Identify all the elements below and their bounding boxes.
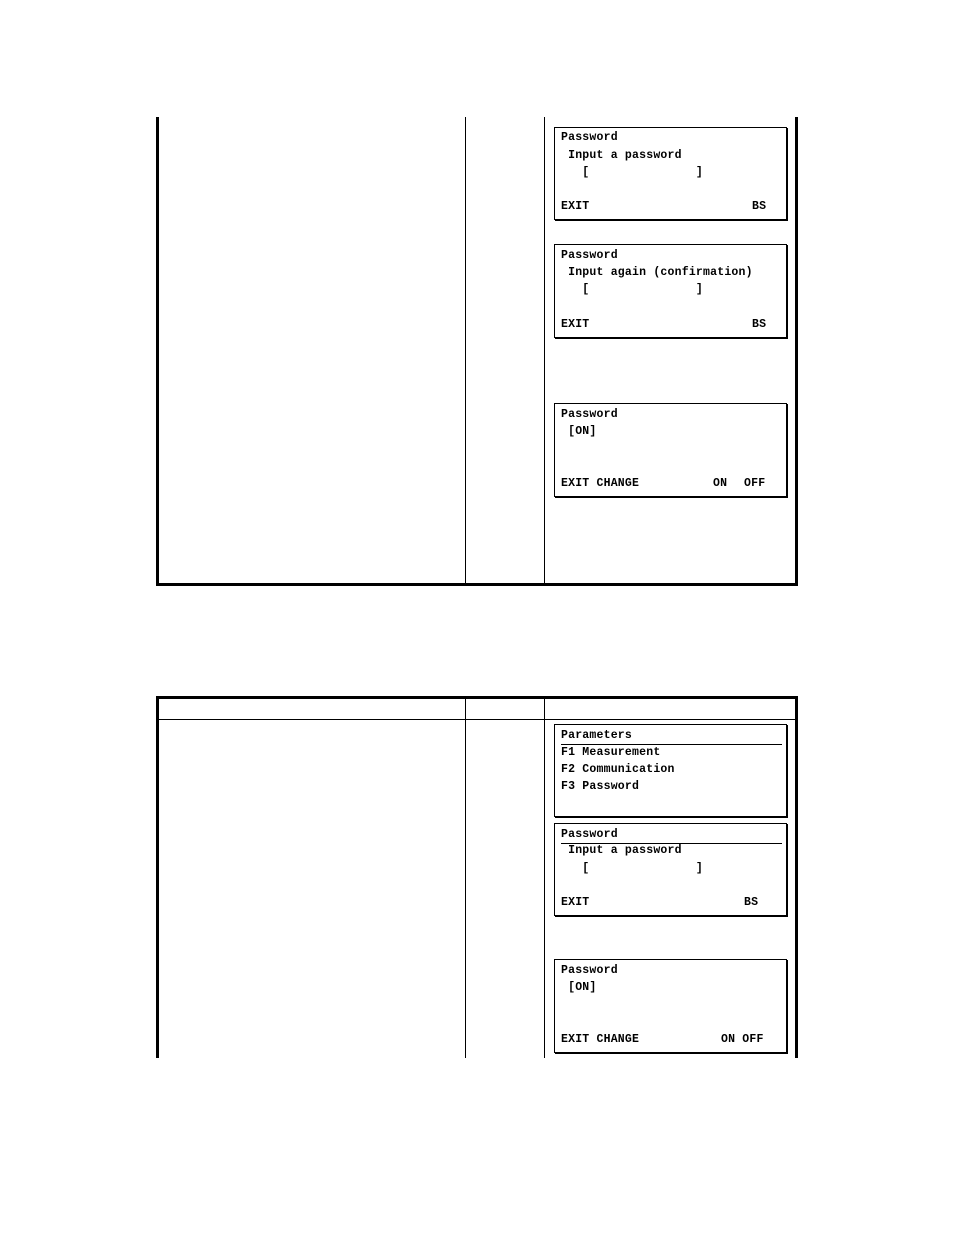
lcd-screen-password-on: [554, 403, 787, 497]
softkey-exit: EXIT: [561, 896, 590, 909]
softkey-bs: BS: [752, 200, 767, 213]
lcd-input-brackets: [ ]: [561, 862, 704, 875]
lcd-status-on: [ON]: [561, 425, 597, 438]
menu-item-measurement: F1 Measurement: [561, 746, 661, 759]
lcd-title: Password: [561, 828, 618, 841]
menu-item-communication: F2 Communication: [561, 763, 675, 776]
table-1-col-separator-1: [465, 117, 466, 584]
table-1-right-border: [795, 117, 798, 586]
table-1-left-border: [156, 117, 159, 586]
softkey-exit-change: EXIT CHANGE: [561, 1033, 640, 1046]
lcd-input-brackets: [ ]: [561, 283, 704, 296]
lcd-title: Password: [561, 131, 618, 144]
lcd-screen-password-input-2: [554, 823, 787, 916]
lcd-input-brackets: [ ]: [561, 166, 704, 179]
softkey-exit: EXIT: [561, 318, 590, 331]
table-2-col-separator-1: [465, 696, 466, 1058]
lcd-prompt: Input again (confirmation): [561, 266, 753, 279]
table-1-col-separator-2: [544, 117, 545, 584]
menu-item-password: F3 Password: [561, 780, 640, 793]
lcd-status-on: [ON]: [561, 981, 597, 994]
table-2-header-rule: [156, 719, 798, 720]
table-1-bottom-border: [156, 583, 798, 586]
table-2-left-border: [156, 696, 159, 1058]
lcd-title: Password: [561, 964, 618, 977]
lcd-title: Password: [561, 408, 618, 421]
table-2-col-separator-2: [544, 696, 545, 1058]
softkey-bs: BS: [752, 318, 767, 331]
softkey-exit: EXIT: [561, 200, 590, 213]
lcd-title-underline: [561, 744, 782, 745]
lcd-prompt: Input a password: [561, 844, 682, 857]
softkey-exit-change: EXIT CHANGE: [561, 477, 640, 490]
lcd-screen-password-on-2: [554, 959, 787, 1053]
lcd-title: Password: [561, 249, 618, 262]
softkey-on-off: ON OFF: [721, 1033, 764, 1046]
lcd-title: Parameters: [561, 729, 633, 742]
lcd-prompt: Input a password: [561, 149, 682, 162]
table-2-top-border: [156, 696, 798, 699]
lcd-screen-password-input: [554, 127, 787, 220]
softkey-bs: BS: [744, 896, 759, 909]
lcd-screen-parameters: [554, 724, 787, 817]
lcd-screen-password-confirm: [554, 244, 787, 338]
softkey-on: ON: [713, 477, 728, 490]
softkey-off: OFF: [744, 477, 766, 490]
table-2-right-border: [795, 696, 798, 1058]
